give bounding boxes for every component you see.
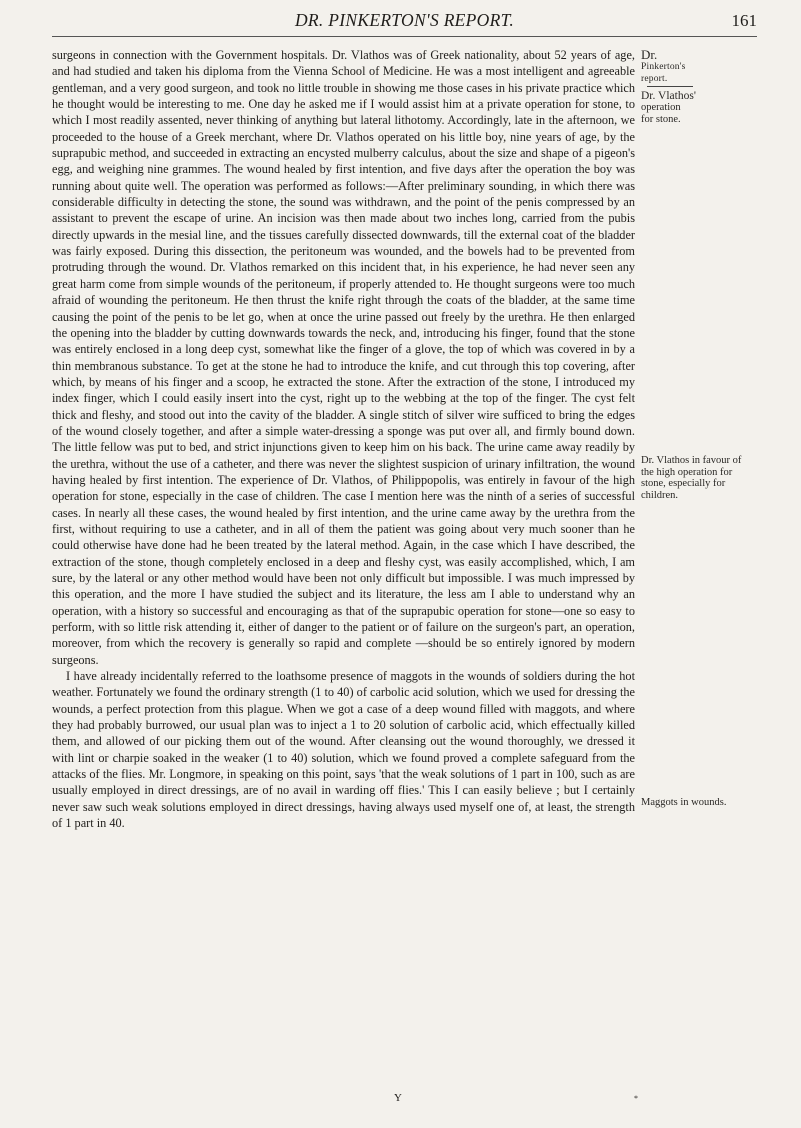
page-number: 161: [731, 11, 757, 30]
sidenote-line: operation: [641, 102, 681, 113]
signature-mark: Y: [394, 1092, 402, 1104]
paragraph-lithotomy: surgeons in connection with the Government hospitals. Dr. Vlathos was of Greek nationality, about 52 years of age, and had studied and taken his diploma from the Vienna School of Medicine. He was a most intelligent and agreeable gentleman, and a very good surgeon, and took no little trouble in showing me those cases in his private practice which he thought would be interesting to me. One day he asked me if I would assist him at a private operation for stone, to which I most readily assented, never thinking of anything but lateral lithotomy. Accordingly, late in the afternoon, we proceeded to the house of a Greek merchant, where Dr. Vlathos operated on his little boy, nine years of age, by the suprapubic method, and succeeded in extracting an encysted mulberry calculus, about the size and shape of a pigeon's egg, and weighing nine grammes. The wound healed by first intention, and five days after the operation the boy was running about quite well. The operation was performed as follows:—After preliminary sounding, in which there was considerable difficulty in detecting the stone, the sound was withdrawn, and the point of the penis compressed by an assistant to prevent the escape of urine. An incision was then made about two inches long, carried from the pubis directly upwards in the mesial line, and the tissues carefully dissected downwards, till the external coat of the bladder was fairly exposed. During this dissection, the peritoneum was wounded, and the bowels had to be prevented from protruding through the wound. Dr. Vlathos remarked on this incident that, in his experience, he had never seen any great harm come from simple wounds of the peritoneum, if properly attended to. He thought surgeons were too much afraid of wounding the peritoneum. He then thrust the knife right through the coats of the bladder, at the same time causing the point of the penis to be let go, when at once the urine passed out freely by the urethra. He then enlarged the opening into the bladder by cutting downwards towards the neck, and, introducing his finger, found that the stone was entirely enclosed in a long deep cyst, somewhat like the finger of a glove, the top of which was covered in by a thin membranous substance. To get at the stone he had to introduce the knife, and cut through this top covering, after which, by means of his finger and a scoop, he extracted the stone. After the extraction of the stone, I introduced my index finger, which I could easily insert into the cyst, right up to the webbing at the top of the finger. The cyst felt thick and fleshy, and stood out into the cavity of the bladder. A single stitch of silver wire sufficed to bring the edges of the wound closely together, and after a simple water-dressing a sponge was put over all, and firmly bound down. The little fellow was put to bed, and strict injunctions given to keep him on his back. The urine came away readily by the urethra, without the use of a catheter, and there was never the slightest suspicion of urinary infiltration, the wound having healed by first intention. The experience of Dr. Vlathos, of Philippopolis, was entirely in favour of the high operation for stone, especially in the case of children. The case I mention here was the ninth of a series of successful cases. In nearly all these cases, the wound healed by first intention, and the urine came away by the urethra from the first, without requiring to use a catheter, and in all of them the patient was going about very much sooner than he could otherwise have done had he been treated by the lateral method. Again, in the case which I have described, the extraction of the stone, though completely enclosed in a deep and fleshy cyst, was easily accomplished, which, I am sure, by the lateral or any other method would have been not only difficult but impossible. I was much impressed by this operation, and the more I have studied the subject and its literature, the less am I able to understand why an operation, with a history so successful and encouraging as that of the suprapubic operation for stone—one so easy to perform, with so little risk attending it, either of danger to the patient or of failure on the surgeon's part, an operation, moreover, from which the recovery is generally so rapid and complete —should be so entirely ignored by modern surgeons.: [52, 48, 635, 667]
paragraph-maggots: I have already incidentally referred to the loathsome presence of maggots in the wounds of soldiers during the hot weather. Fortunately we found the ordinary strength (1 to 40) of carbolic acid solution, which we used for dressing the wounds, a perfect protection from this plague. When we got a case of a deep wound filled with maggots, and where they had probably burrowed, our usual plan was to inject a 1 to 20 solution of carbolic acid, which effectually killed them, and allowed of our picking them out of the wound. After cleansing out the wound thoroughly, we dressed it with lint or charpie soaked in the weaker (1 to 40) solution, which we found proved a complete safeguard from the attacks of the flies. Mr. Longmore, in speaking on this point, says 'that the weak solutions of 1 part in 100, such as are usually employed in direct dressings, are of no avail in warding off flies.' This I can easily believe ; but I certainly never saw such weak solutions employed in direct dressings, having always used myself one of, at least, the strength of 1 part in 40.: [52, 669, 635, 831]
sidenote-line: Dr. Vlathos': [641, 90, 696, 102]
print-mark: *: [634, 1094, 638, 1103]
running-title: DR. PINKERTON'S REPORT.: [294, 10, 515, 30]
sidenote-rule: [647, 86, 693, 87]
sidenote-line: for stone.: [641, 113, 681, 125]
sidenote-report: [641, 48, 759, 125]
running-header: [52, 10, 757, 34]
sidenote-high-operation: Dr. Vlathos in favour of the high operation for stone, especially for children.: [641, 455, 742, 501]
sidenote-line: Dr.: [641, 47, 658, 62]
sidenote-maggots: Maggots in wounds.: [641, 797, 727, 808]
sidenote-line: report.: [641, 73, 668, 84]
sidenote-line: Pinkerton's: [641, 62, 686, 72]
body-text: [52, 47, 635, 832]
header-rule: [52, 36, 757, 37]
